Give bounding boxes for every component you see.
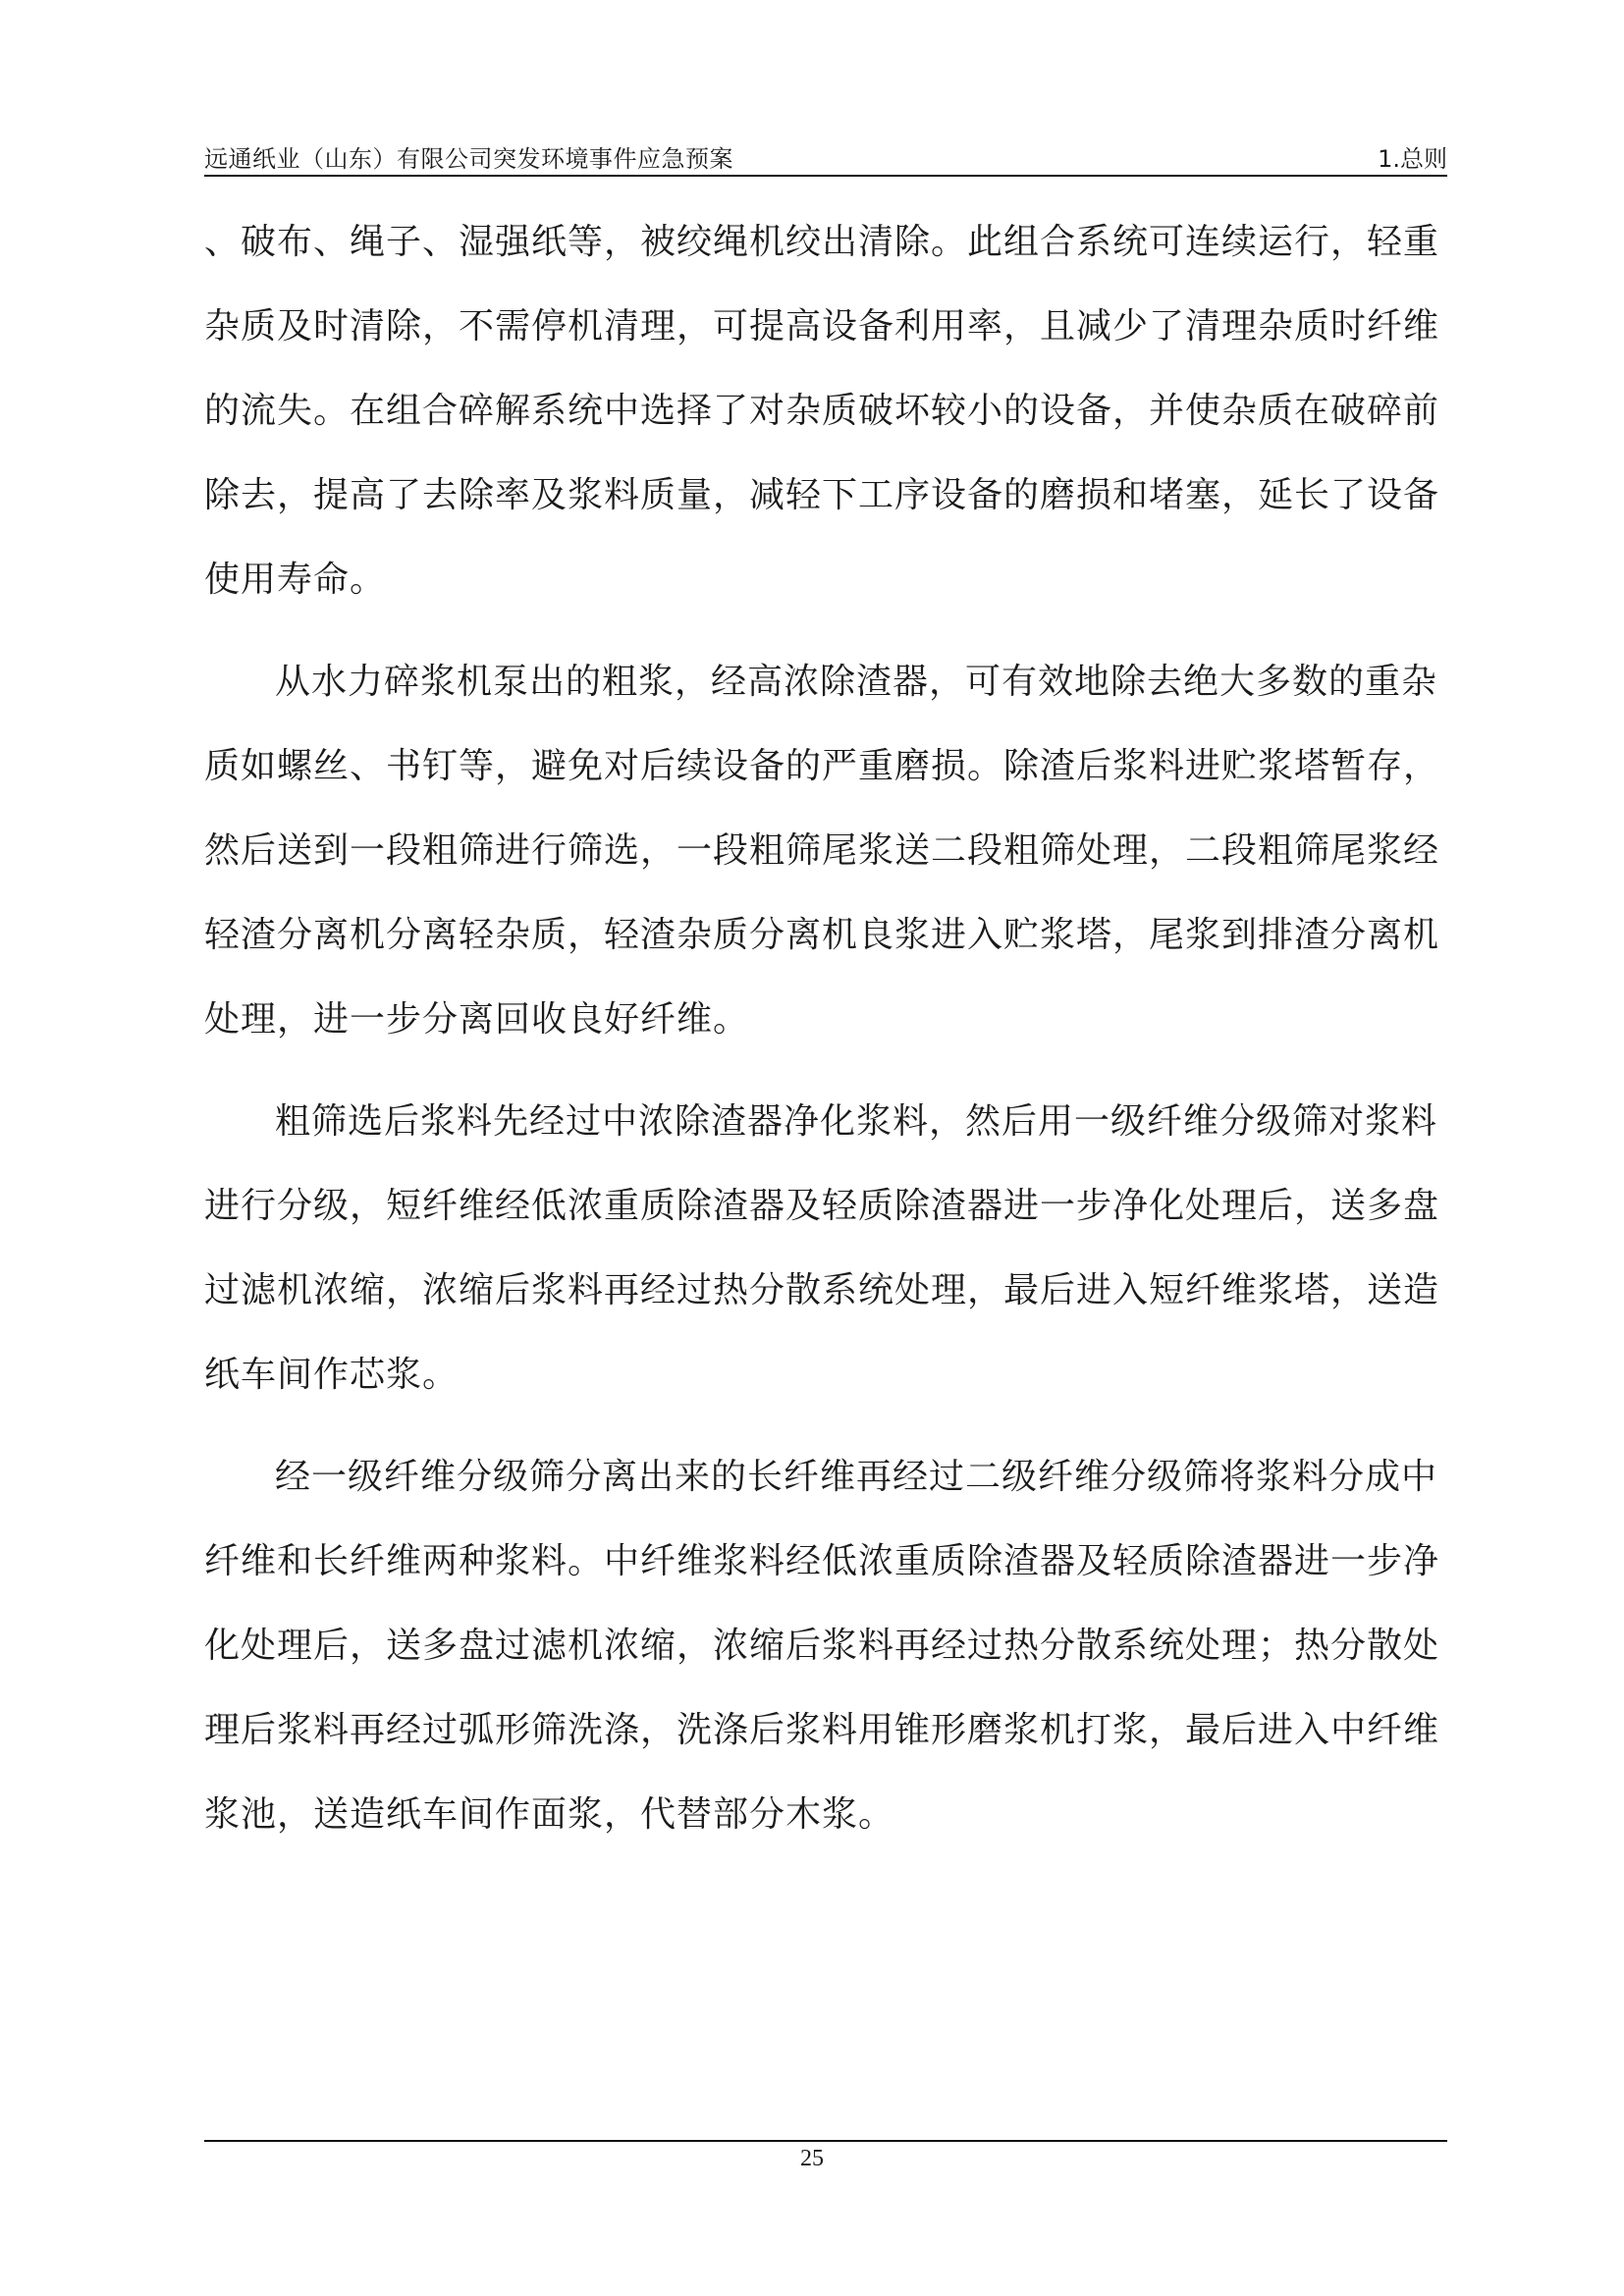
body-content — [204, 200, 1447, 1857]
paragraph-short-fiber: 粗筛选后浆料先经过中浓除渣器净化浆料，然后用一级纤维分级筛对浆料进行分级，短纤维经低浓重质除渣器及轻质除渣器进一步净化处理后，送多盘过滤机浓缩，浓缩后浆料再经过热分散系统处理，最后进入短纤维浆塔，送造纸车间作芯浆。 — [204, 1101, 1440, 1395]
section-title: 1.总则 — [1378, 145, 1447, 173]
paragraph-continued: 、破布、绳子、湿强纸等，被绞绳机绞出清除。此组合系统可连续运行，轻重杂质及时清除，不需停机清理，可提高设备利用率，且减少了清理杂质时纤维的流失。在组合碎解系统中选择了对杂质破坏较小的设备，并使杂质在破碎前除去，提高了去除率及浆料质量，减轻下工序设备的磨损和堵塞，延长了设备使用寿命。 — [204, 222, 1440, 600]
paragraph-long-fiber: 经一级纤维分级筛分离出来的长纤维再经过二级纤维分级筛将浆料分成中纤维和长纤维两种浆料。中纤维浆料经低浓重质除渣器及轻质除渣器进一步净化处理后，送多盘过滤机浓缩，浓缩后浆料再经过热分散系统处理；热分散处理后浆料再经过弧形筛洗涤，洗涤后浆料用锥形磨浆机打浆，最后进入中纤维浆池，送造纸车间作面浆，代替部分木浆。 — [204, 1457, 1440, 1835]
footer-rule — [204, 2140, 1447, 2142]
paragraph-coarse-pulp: 从水力碎浆机泵出的粗浆，经高浓除渣器，可有效地除去绝大多数的重杂质如螺丝、书钉等，避免对后续设备的严重磨损。除渣后浆料进贮浆塔暂存，然后送到一段粗筛进行筛选，一段粗筛尾浆送二段粗筛处理，二段粗筛尾浆经轻渣分离机分离轻杂质，轻渣杂质分离机良浆进入贮浆塔，尾浆到排渣分离机处理，进一步分离回收良好纤维。 — [204, 662, 1440, 1040]
document-title: 远通纸业（山东）有限公司突发环境事件应急预案 — [204, 145, 733, 173]
page-header — [204, 135, 1447, 177]
page-number: 25 — [800, 2146, 824, 2171]
